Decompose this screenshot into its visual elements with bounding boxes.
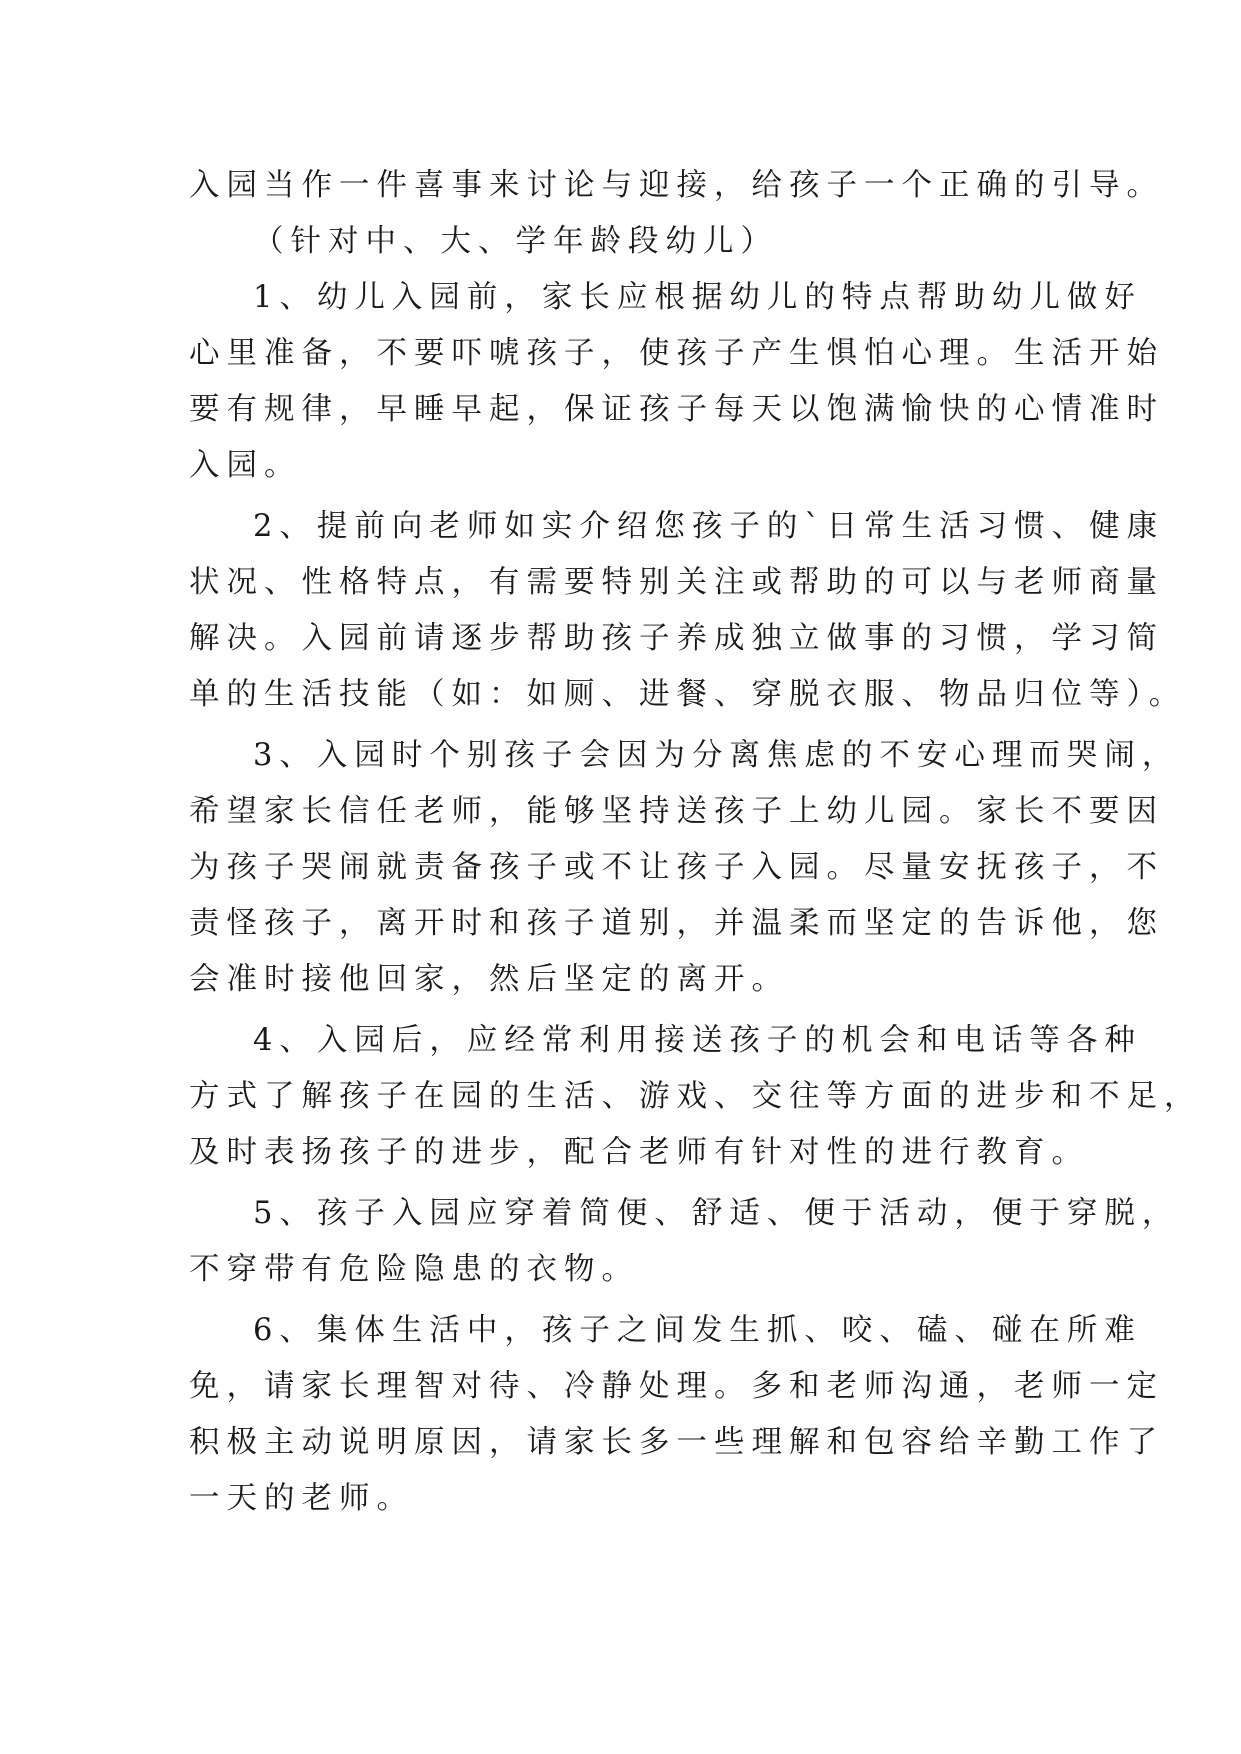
paragraph-1-line: 心里准备，不要吓唬孩子，使孩子产生惧怕心理。生活开始 <box>189 336 1164 371</box>
paragraph-5-line: 5、孩子入园应穿着简便、舒适、便于活动，便于穿脱， <box>253 1196 1180 1231</box>
paragraph-5-line: 不穿带有危险隐患的衣物。 <box>189 1252 639 1287</box>
section-subtitle: （针对中、大、学年龄段幼儿） <box>253 224 778 259</box>
text-line: 入园当作一件喜事来讨论与迎接，给孩子一个正确的引导。 <box>189 168 1164 203</box>
paragraph-6-line: 积极主动说明原因，请家长多一些理解和包容给辛勤工作了 <box>189 1425 1164 1460</box>
paragraph-1-line: 入园。 <box>189 448 302 483</box>
paragraph-3-line: 责怪孩子，离开时和孩子道别，并温柔而坚定的告诉他，您 <box>189 906 1164 941</box>
paragraph-6-line: 一天的老师。 <box>189 1481 414 1516</box>
paragraph-2-line: 解决。入园前请逐步帮助孩子养成独立做事的习惯，学习简 <box>189 621 1164 656</box>
paragraph-6-line: 6、集体生活中，孩子之间发生抓、咬、磕、碰在所难 <box>253 1313 1142 1348</box>
paragraph-4-line: 及时表扬孩子的进步，配合老师有针对性的进行教育。 <box>189 1135 1089 1170</box>
paragraph-3-line: 希望家长信任老师，能够坚持送孩子上幼儿园。家长不要因 <box>189 794 1164 829</box>
paragraph-4-line: 方式了解孩子在园的生活、游戏、交往等方面的进步和不足， <box>189 1079 1202 1114</box>
paragraph-3-line: 为孩子哭闹就责备孩子或不让孩子入园。尽量安抚孩子，不 <box>189 850 1164 885</box>
paragraph-3-line: 会准时接他回家，然后坚定的离开。 <box>189 962 789 997</box>
paragraph-6-line: 免，请家长理智对待、冷静处理。多和老师沟通，老师一定 <box>189 1369 1164 1404</box>
paragraph-2-line: 2、提前向老师如实介绍您孩子的`日常生活习惯、健康 <box>253 509 1165 544</box>
paragraph-2-line: 状况、性格特点，有需要特别关注或帮助的可以与老师商量 <box>189 565 1164 600</box>
paragraph-1-line: 要有规律，早睡早起，保证孩子每天以饱满愉快的心情准时 <box>189 392 1164 427</box>
paragraph-3-line: 3、入园时个别孩子会因为分离焦虑的不安心理而哭闹， <box>253 738 1180 773</box>
paragraph-4-line: 4、入园后，应经常利用接送孩子的机会和电话等各种 <box>253 1023 1142 1058</box>
paragraph-2-line: 单的生活技能（如：如厕、进餐、穿脱衣服、物品归位等）。 <box>189 677 1187 712</box>
paragraph-1-line: 1、幼儿入园前，家长应根据幼儿的特点帮助幼儿做好 <box>253 280 1142 315</box>
